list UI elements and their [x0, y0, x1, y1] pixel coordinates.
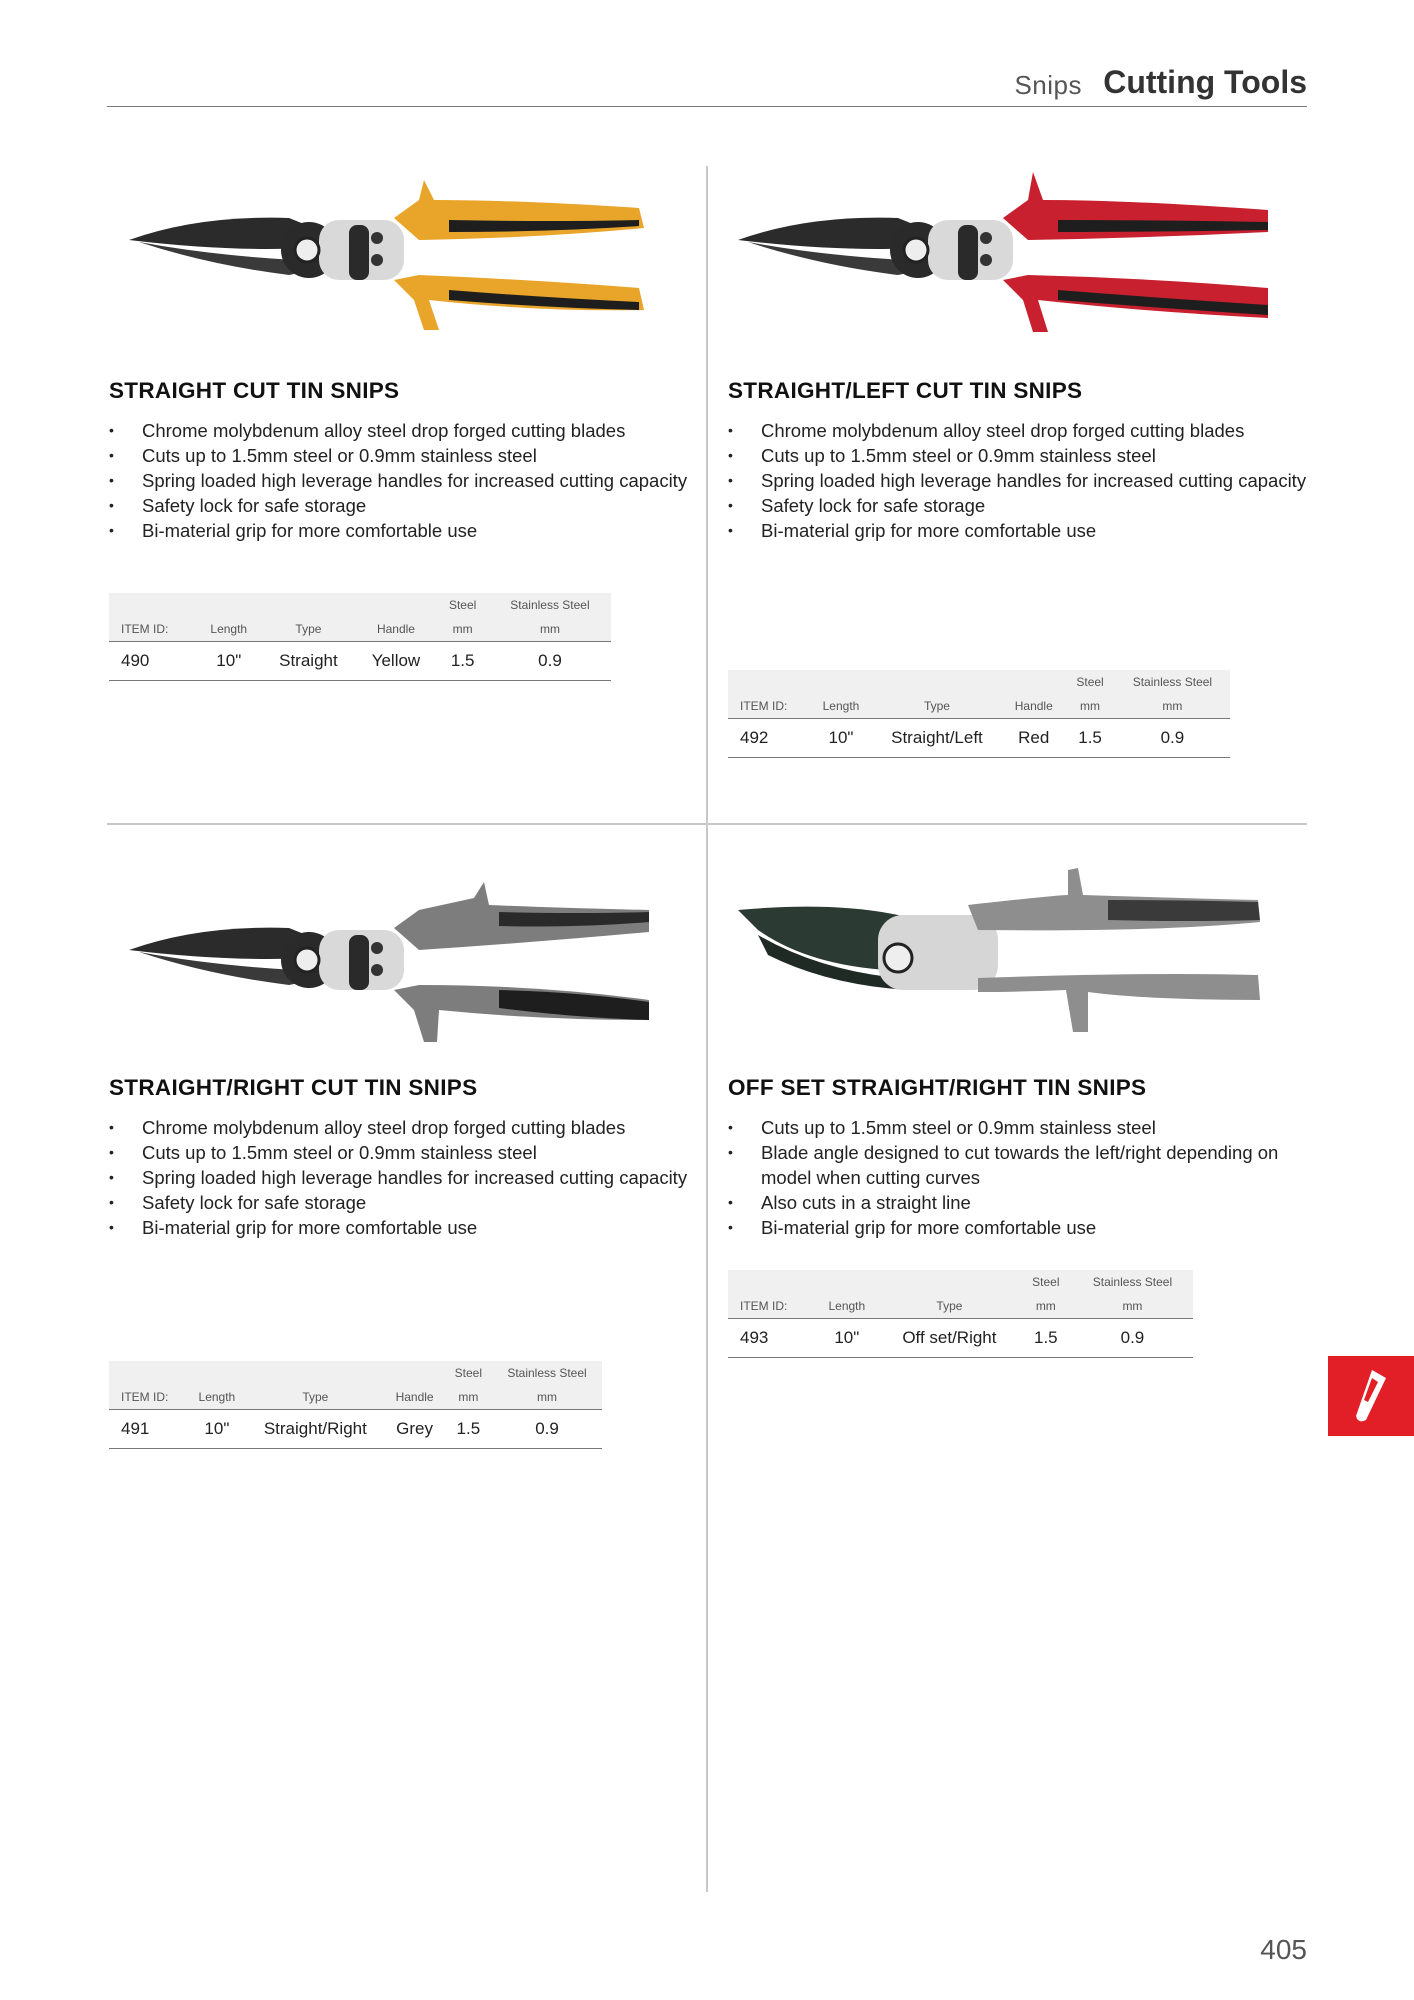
- col-stainless-mm: mm: [1072, 1294, 1193, 1319]
- product-image: [119, 870, 659, 1060]
- feature-item: • Cuts up to 1.5mm steel or 0.9mm stainless steel: [728, 1115, 1328, 1140]
- cell-steel: 1.5: [445, 1410, 492, 1449]
- col-stainless-top: Stainless Steel: [1092, 1275, 1173, 1289]
- col-length: Length: [196, 617, 261, 642]
- feature-item: • Blade angle designed to cut towards the left/right depending on model when cutting curves: [728, 1140, 1328, 1190]
- col-steel-top: Steel: [454, 1366, 483, 1380]
- cell-stainless: 0.9: [492, 1410, 602, 1449]
- spec-table: [728, 1270, 1193, 1358]
- product-title: STRAIGHT/LEFT CUT TIN SNIPS: [728, 378, 1083, 403]
- col-steel-mm: mm: [1065, 694, 1115, 719]
- feature-item: • Safety lock for safe storage: [728, 493, 1328, 518]
- col-type: Type: [879, 1294, 1020, 1319]
- col-stainless-top: Stainless Steel: [1132, 675, 1213, 689]
- col-steel-top: Steel: [1076, 675, 1104, 689]
- handle-bottom: [978, 974, 1260, 1032]
- cell-length: 10": [196, 642, 261, 681]
- feature-item: • Also cuts in a straight line: [728, 1190, 1328, 1215]
- product-image: [728, 160, 1268, 350]
- col-item-id: ITEM ID:: [728, 694, 810, 719]
- product-title: OFF SET STRAIGHT/RIGHT TIN SNIPS: [728, 1075, 1147, 1100]
- feature-item: • Cuts up to 1.5mm steel or 0.9mm stainless steel: [728, 443, 1328, 468]
- col-stainless-mm: mm: [1115, 694, 1230, 719]
- feature-item: • Bi-material grip for more comfortable use: [728, 518, 1328, 543]
- col-type: Type: [872, 694, 1003, 719]
- col-item-id: ITEM ID:: [109, 1385, 188, 1410]
- table-row: [728, 1319, 1193, 1358]
- col-handle: Handle: [356, 617, 437, 642]
- product-image: [728, 860, 1268, 1050]
- handle-top: [968, 868, 1260, 930]
- cell-handle: Red: [1002, 719, 1065, 758]
- feature-item: • Bi-material grip for more comfortable use: [109, 518, 709, 543]
- feature-list: [109, 418, 709, 543]
- col-steel-mm: mm: [1020, 1294, 1072, 1319]
- col-item-id: ITEM ID:: [109, 617, 196, 642]
- cell-steel: 1.5: [1065, 719, 1115, 758]
- spec-table: [109, 1361, 602, 1449]
- table-row: [109, 1410, 602, 1449]
- row-divider: [107, 823, 1307, 825]
- feature-item: • Safety lock for safe storage: [109, 1190, 709, 1215]
- feature-item: • Chrome molybdenum alloy steel drop forged cutting blades: [728, 418, 1328, 443]
- cutter-blade-icon: [1328, 1356, 1414, 1436]
- cell-length: 10": [810, 719, 871, 758]
- col-stainless-top: Stainless Steel: [510, 598, 590, 612]
- cell-type: Off set/Right: [879, 1319, 1020, 1358]
- cell-handle: Grey: [385, 1410, 445, 1449]
- feature-item: • Spring loaded high leverage handles for increased cutting capacity: [728, 468, 1328, 493]
- product-title: STRAIGHT CUT TIN SNIPS: [109, 378, 400, 403]
- cell-handle: Yellow: [356, 642, 437, 681]
- col-handle: Handle: [1002, 694, 1065, 719]
- feature-list: [728, 1115, 1328, 1240]
- cell-item-id: 492: [728, 719, 810, 758]
- cell-stainless: 0.9: [1072, 1319, 1193, 1358]
- cell-steel: 1.5: [1020, 1319, 1072, 1358]
- page-title: Cutting Tools: [1103, 64, 1307, 100]
- col-steel-top: Steel: [448, 598, 477, 612]
- col-length: Length: [810, 694, 871, 719]
- cell-steel: 1.5: [436, 642, 489, 681]
- product-title: STRAIGHT/RIGHT CUT TIN SNIPS: [109, 1075, 478, 1100]
- cell-item-id: 493: [728, 1319, 815, 1358]
- product-image: [119, 160, 659, 350]
- cell-type: Straight: [261, 642, 355, 681]
- col-stainless-mm: mm: [489, 617, 611, 642]
- col-stainless-top: Stainless Steel: [507, 1366, 587, 1380]
- col-item-id: ITEM ID:: [728, 1294, 815, 1319]
- feature-item: • Spring loaded high leverage handles for increased cutting capacity: [109, 1165, 709, 1190]
- feature-item: • Bi-material grip for more comfortable use: [728, 1215, 1328, 1240]
- feature-item: • Cuts up to 1.5mm steel or 0.9mm stainless steel: [109, 443, 709, 468]
- feature-item: • Spring loaded high leverage handles for increased cutting capacity: [109, 468, 709, 493]
- feature-list: [109, 1115, 709, 1240]
- col-stainless-mm: mm: [492, 1385, 602, 1410]
- feature-item: • Bi-material grip for more comfortable use: [109, 1215, 709, 1240]
- cell-item-id: 490: [109, 642, 196, 681]
- col-length: Length: [188, 1385, 247, 1410]
- cell-stainless: 0.9: [1115, 719, 1230, 758]
- cell-type: Straight/Right: [246, 1410, 384, 1449]
- feature-item: • Cuts up to 1.5mm steel or 0.9mm stainless steel: [109, 1140, 709, 1165]
- col-steel-mm: mm: [445, 1385, 492, 1410]
- cell-length: 10": [188, 1410, 247, 1449]
- col-type: Type: [246, 1385, 384, 1410]
- table-row: [109, 642, 611, 681]
- col-length: Length: [815, 1294, 880, 1319]
- col-type: Type: [261, 617, 355, 642]
- spec-table: [109, 593, 611, 681]
- section-tab: [1328, 1356, 1414, 1436]
- col-handle: Handle: [385, 1385, 445, 1410]
- col-steel-mm: mm: [436, 617, 489, 642]
- feature-item: • Chrome molybdenum alloy steel drop forged cutting blades: [109, 1115, 709, 1140]
- page-number: 405: [1260, 1934, 1307, 1965]
- feature-list: [728, 418, 1328, 543]
- cell-stainless: 0.9: [489, 642, 611, 681]
- page-header: [107, 60, 1307, 107]
- feature-item: • Chrome molybdenum alloy steel drop forged cutting blades: [109, 418, 709, 443]
- cell-length: 10": [815, 1319, 880, 1358]
- cell-item-id: 491: [109, 1410, 188, 1449]
- col-steel-top: Steel: [1032, 1275, 1060, 1289]
- feature-item: • Safety lock for safe storage: [109, 493, 709, 518]
- cell-type: Straight/Left: [872, 719, 1003, 758]
- section-label: Snips: [1014, 70, 1082, 100]
- spec-table: [728, 670, 1230, 758]
- table-row: [728, 719, 1230, 758]
